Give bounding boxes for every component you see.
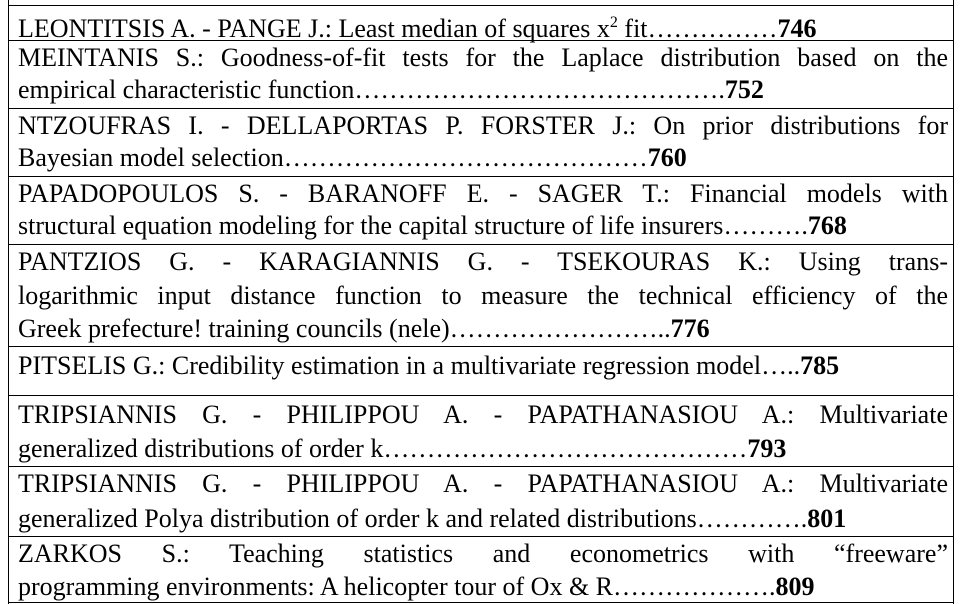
toc-entry-8-line-1: TRIPSIANNIS G. - PHILIPPOU A. - PAPATHANASIOU A.: Multivariate (18, 469, 948, 498)
superscript: 2 (609, 14, 618, 31)
leader-dots: ………………. (613, 572, 776, 601)
toc-entry-title: Teaching statistics and econometrics with “freeware” (229, 539, 948, 568)
toc-entry-9-line-1: ZARKOS S.: Teaching statistics and econometrics with “freeware” (18, 539, 948, 568)
leader-dots: …………… (647, 14, 778, 43)
leader-dots: ….. (761, 351, 801, 380)
left-border (8, 0, 9, 604)
toc-entry-5-line-2 (18, 279, 948, 313)
toc-entry-authors: ZARKOS S. (18, 539, 183, 568)
toc-entry-title-cont: logarithmic input distance function to measure the technical efficiency of the (18, 281, 948, 310)
row-divider (8, 395, 954, 396)
toc-entry-authors: MEINTANIS S. (18, 43, 197, 72)
toc-entry-title-cont: Greek prefecture! training councils (nele) (18, 314, 450, 343)
toc-entry-title: On prior distributions for (653, 111, 948, 140)
toc-entry-5-line-1: PANTZIOS G. - KARAGIANNIS G. - TSEKOURAS K.: Using trans- (18, 247, 948, 276)
toc-entry-authors: LEONTITSIS A. - PANGE J. (18, 14, 325, 43)
toc-entry-title: Credibility estimation in a multivariate regression model (171, 351, 762, 380)
page-number: 793 (747, 434, 787, 463)
toc-entry-8-line-2 (18, 502, 948, 536)
toc-entry-4-line-2 (18, 209, 948, 243)
leader-dots: ………. (723, 211, 808, 240)
toc-entry-title-cont: programming environments: A helicopter tour of Ox & R (18, 572, 614, 601)
right-border (953, 0, 954, 604)
toc-entry-3-line-2 (18, 141, 948, 175)
toc-entry-6-line-1: PITSELIS G.: Credibility estimation in a multivariate regression model…..785 (18, 351, 840, 380)
leader-dots: …………………………………… (383, 434, 748, 463)
leader-dots: …………. (696, 504, 808, 533)
toc-entry-title: Using trans- (798, 247, 948, 276)
page-number: 746 (777, 14, 817, 43)
toc-entry-3-line-1: NTZOUFRAS I. - DELLAPORTAS P. FORSTER J.: On prior distributions for (18, 111, 948, 140)
toc-entry-authors: PANTZIOS G. - KARAGIANNIS G. - TSEKOURAS K. (18, 247, 764, 276)
toc-entry-title-cont: structural equation modeling for the capital structure of life insurers (18, 211, 724, 240)
toc-entry-9-line-2 (18, 570, 948, 604)
toc-entry-2-line-1: MEINTANIS S.: Goodness-of-fit tests for the Laplace distribution based on the (18, 43, 948, 72)
toc-entry-5-line-3 (18, 312, 948, 346)
page-number: 768 (807, 211, 847, 240)
page-number: 760 (647, 143, 687, 172)
toc-entry-title: Multivariate (819, 400, 948, 429)
toc-entry-authors: NTZOUFRAS I. - DELLAPORTAS P. FORSTER J. (18, 111, 629, 140)
toc-entry-title-cont: Bayesian model selection (18, 143, 284, 172)
toc-entry-4-line-1: PAPADOPOULOS S. - BARANOFF E. - SAGER T.: Financial models with (18, 179, 948, 208)
toc-entry-title: Multivariate (819, 469, 948, 498)
toc-entry-7-line-2 (18, 432, 948, 466)
toc-entry-7-line-1: TRIPSIANNIS G. - PHILIPPOU A. - PAPATHANASIOU A.: Multivariate (18, 400, 948, 429)
toc-entry-title-cont: empirical characteristic function (18, 75, 355, 104)
toc-entry-1-line-1: LEONTITSIS A. - PANGE J.: Least median of squares $x^2$ fit……………746 (18, 14, 817, 43)
toc-entry-authors: TRIPSIANNIS G. - PHILIPPOU A. - PAPATHANASIOU A. (18, 469, 788, 498)
table-of-contents (8, 0, 954, 604)
page-number: 801 (807, 504, 847, 533)
toc-entry-2-line-2 (18, 73, 948, 107)
row-divider (8, 346, 954, 347)
toc-entry-authors: TRIPSIANNIS G. - PHILIPPOU A. - PAPATHANASIOU A. (18, 400, 788, 429)
toc-entry-title: Least median of squares x (338, 14, 610, 43)
toc-entry-authors: PAPADOPOULOS S. - BARANOFF E. - SAGER T. (18, 179, 663, 208)
page-number: 809 (775, 572, 815, 601)
page-number: 776 (670, 314, 710, 343)
toc-entry-title-cont: fit (617, 14, 648, 43)
leader-dots: …………………………………… (283, 143, 648, 172)
toc-entry-title: Financial models with (689, 179, 948, 208)
toc-entry-authors: PITSELIS G. (18, 351, 159, 380)
row-divider (8, 602, 954, 603)
toc-entry-title-cont: generalized distributions of order k (18, 434, 384, 463)
page-number: 785 (800, 351, 840, 380)
page-number: 752 (724, 75, 764, 104)
toc-entry-title-cont: generalized Polya distribution of order k and related distributions (18, 504, 697, 533)
leader-dots: …………………….. (449, 314, 671, 343)
toc-entry-title: Goodness-of-fit tests for the Laplace distribution based on the (220, 43, 948, 72)
leader-dots: ……………………………………. (354, 75, 725, 104)
